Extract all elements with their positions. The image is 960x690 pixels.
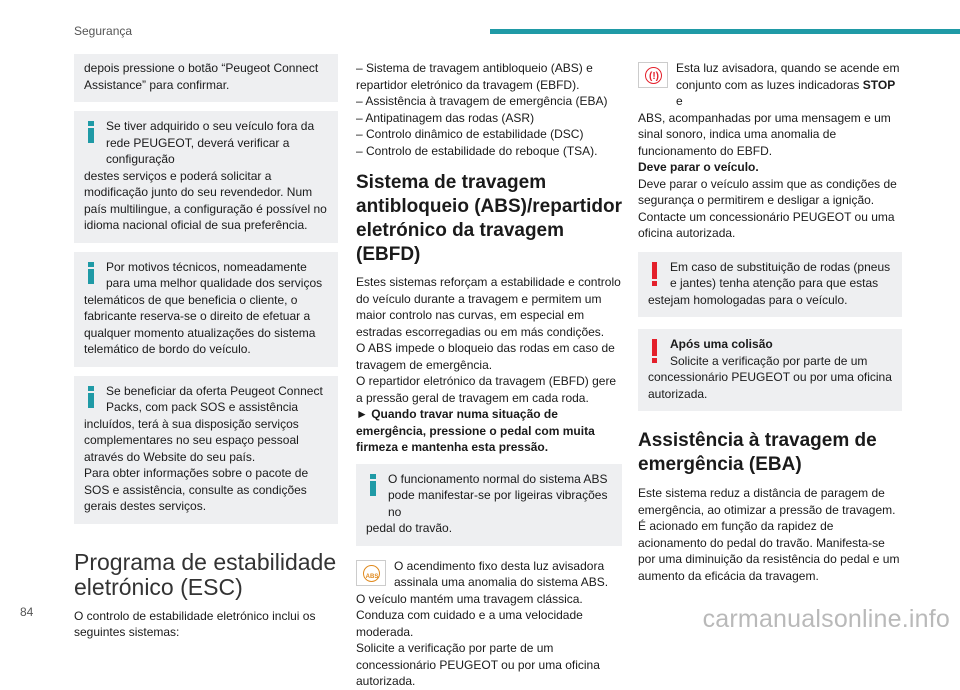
info-box-connect-packs [74, 376, 338, 524]
heading-eba: Assistência à travagem de emergência (EBA) [638, 430, 877, 475]
brake-lamp-block [638, 60, 902, 242]
warning-icon [652, 262, 657, 286]
info-box-updates [74, 252, 338, 367]
list-item: – Assistência à travagem de emergência (EBA) [356, 94, 608, 108]
info-text-rest2: Para obter informações sobre o pacote de SOS e assistência, consulte as condições gerais destes serviços. [84, 466, 309, 513]
info-icon [88, 386, 94, 408]
section-title: Segurança [74, 24, 133, 38]
info-text-rest: destes serviços e poderá solicitar a modificação junto do seu revendedor. Num país multilingue, a configuração é possível no idioma nacional oficial de sua preferência. [84, 168, 327, 232]
info-text-first: O funcionamento normal do sistema ABS pode manifestar-se por ligeiras vibrações no [388, 471, 608, 519]
info-text-rest: pedal do travão. [366, 521, 453, 535]
info-box-abs-vibration [356, 464, 622, 546]
systems-list [356, 60, 622, 159]
abs-lamp-block [356, 558, 622, 690]
continued-text: depois pressione o botão “Peugeot Connect Assistance” para confirmar. [84, 61, 319, 92]
warning-title: Após uma colisão [670, 337, 773, 351]
info-box-network [74, 111, 338, 243]
brake-lamp-text-rest: ABS, acompanhadas por uma mensagem e um sinal sonoro, indica uma anomalia de funcionamento do EBFD. [638, 110, 891, 158]
page-number: 84 [20, 605, 34, 619]
info-icon [88, 262, 94, 284]
abs-lamp-text-rest2: Solicite a verificação por parte de um concessionário PEUGEOT ou por uma oficina autorizada. [356, 641, 600, 688]
info-text-rest: telemáticos de que beneficia o cliente, o fabricante reserva-se o direito de efetuar a qualquer momento atualizações do sistema telemático de bordo do veículo. [84, 292, 316, 356]
heading-abs: Sistema de travagem antibloqueio (ABS)/repartidor eletrónico da travagem (EBFD) [356, 172, 622, 265]
abs-lamp-text-first: O acendimento fixo desta luz avisadora assinala uma anomalia do sistema ABS. [394, 558, 609, 589]
heading-esc: Programa de estabilidade eletrónico (ESC) [74, 548, 337, 600]
column-2 [356, 60, 622, 690]
list-item: – Antipatinagem das rodas (ASR) [356, 110, 535, 125]
must-stop-text: Deve parar o veículo. [638, 160, 759, 174]
brake-lamp-label: (!) [649, 71, 659, 82]
abs-para-3: O repartidor eletrónico da travagem (EBFD) gere a pressão geral de travagem em cada roda. [356, 374, 617, 405]
abs-lamp-label: ABS [365, 573, 379, 580]
warning-text-first: Solicite a verificação por parte de um [670, 353, 868, 368]
warning-text-rest: estejam homologadas para o veículo. [648, 292, 848, 307]
abs-lamp-text-rest: O veículo mantém uma travagem clássica. Conduza com cuidado e a uma velocidade moderada. [356, 591, 583, 639]
abs-instruction: ► Quando travar numa situação de emergência, pressione o pedal com muita firmeza e mantenha esta pressão. [356, 407, 595, 454]
info-text-rest: incluídos, terá à sua disposição serviços complementares no seu espaço pessoal através do Website do seu país. [84, 416, 299, 464]
warning-icon [652, 339, 657, 363]
info-icon [88, 121, 94, 143]
info-text-first: Se beneficiar da oferta Peugeot Connect Packs, com pack SOS e assistência [106, 383, 323, 414]
eba-para-1: Este sistema reduz a distância de paragem de emergência, ao otimizar a pressão de travagem. [638, 486, 896, 517]
warning-box-wheels [638, 252, 902, 318]
warning-text-first: Em caso de substituição de rodas (pneus e jantes) tenha atenção para que estas [670, 259, 891, 290]
header-accent-bar [490, 29, 960, 34]
list-item: – Sistema de travagem antibloqueio (ABS) e repartidor eletrónico da travagem (EBFD). [356, 61, 593, 92]
brake-lamp-text-rest3: Contacte um concessionário PEUGEOT ou uma oficina autorizada. [638, 209, 895, 240]
column-3 [638, 60, 902, 584]
brake-warning-lamp-icon [638, 62, 668, 88]
eba-para-2: É acionado em função da rapidez de acionamento do pedal do travão. Manifesta-se por uma diminuição da resistência do pedal e um aumento da eficácia da travagem. [638, 519, 900, 583]
watermark: carmanualsonline.info [702, 605, 950, 633]
abs-para-1: Estes sistemas reforçam a estabilidade e controlo do veículo durante a travagem e permitem um maior controlo nas curvas, em especial em estradas escorregadias ou em más condições. [356, 275, 621, 339]
warning-text-rest: concessionário PEUGEOT ou por uma oficina autorizada. [648, 370, 892, 401]
abs-warning-lamp-icon [356, 560, 386, 586]
info-text-first: Se tiver adquirido o seu veículo fora da rede PEUGEOT, deverá verificar a configuração [106, 119, 315, 166]
brake-lamp-text-rest2: Deve parar o veículo assim que as condições de segurança o permitirem e desligar a ignição. [638, 176, 897, 207]
esc-intro: O controlo de estabilidade eletrónico inclui os seguintes sistemas: [74, 608, 316, 639]
continued-box [74, 54, 338, 102]
column-1 [74, 54, 338, 641]
abs-para-2: O ABS impede o bloqueio das rodas em caso de travagem de emergência. [356, 341, 615, 372]
brake-lamp-text-first: Esta luz avisadora, quando se acende em conjunto com as luzes indicadoras STOP e [676, 61, 900, 108]
info-icon [370, 474, 376, 496]
info-text-first: Por motivos técnicos, nomeadamente para uma melhor qualidade dos serviços [106, 259, 323, 290]
list-item: – Controlo dinâmico de estabilidade (DSC) [356, 127, 584, 141]
warning-box-collision [638, 329, 902, 411]
list-item: – Controlo de estabilidade do reboque (TSA). [356, 143, 598, 158]
